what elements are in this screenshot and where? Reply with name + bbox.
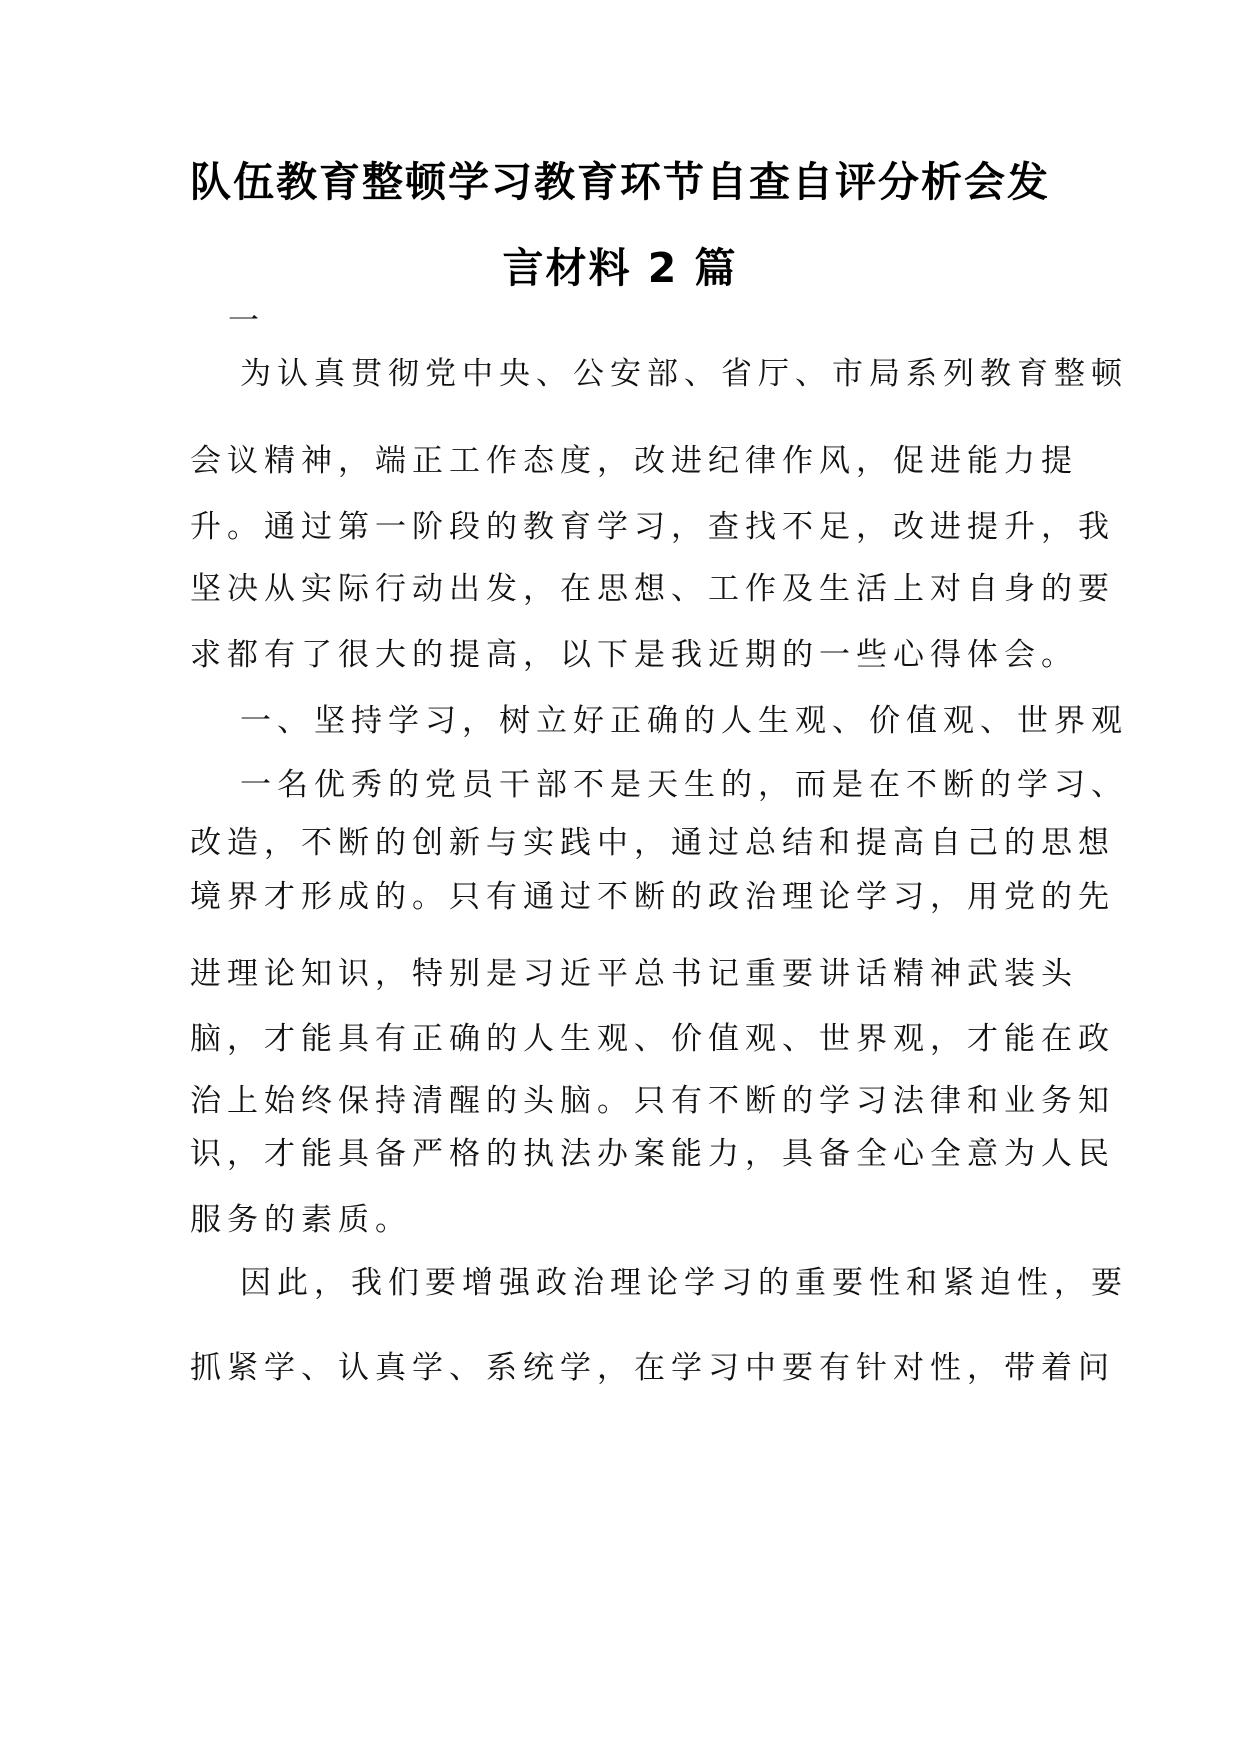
body-line: 坚决从实际行动出发，在思想、工作及生活上对自身的要 — [190, 571, 1115, 607]
document-title-line-1: 队伍教育整顿学习教育环节自查自评分析会发 — [190, 158, 1050, 206]
body-line: 进理论知识，特别是习近平总书记重要讲话精神武装头 — [190, 956, 1078, 992]
body-line: 境界才形成的。只有通过不断的政治理论学习，用党的先 — [190, 879, 1115, 915]
body-line: 治上始终保持清醒的头脑。只有不断的学习法律和业务知 — [190, 1083, 1115, 1119]
body-line: 识，才能具备严格的执法办案能力，具备全心全意为人民 — [190, 1136, 1115, 1172]
body-line: 改造，不断的创新与实践中，通过总结和提高自己的思想 — [190, 825, 1115, 861]
body-line: 因此，我们要增强政治理论学习的重要性和紧迫性，要 — [240, 1265, 1128, 1301]
body-line: 为认真贯彻党中央、公安部、省厅、市局系列教育整顿 — [240, 356, 1128, 392]
body-line: 求都有了很大的提高，以下是我近期的一些心得体会。 — [190, 637, 1078, 673]
body-line: 一名优秀的党员干部不是天生的，而是在不断的学习、 — [240, 767, 1128, 803]
section-heading: 一、坚持学习，树立好正确的人生观、价值观、世界观 — [240, 703, 1128, 739]
body-line: 抓紧学、认真学、系统学，在学习中要有针对性，带着问 — [190, 1350, 1115, 1386]
section-number: 一 — [228, 303, 265, 339]
body-line: 会议精神，端正工作态度，改进纪律作风，促进能力提 — [190, 443, 1078, 479]
document-title-line-2: 言材料 2 篇 — [502, 244, 738, 292]
body-line: 脑，才能具有正确的人生观、价值观、世界观，才能在政 — [190, 1021, 1115, 1057]
body-line: 服务的素质。 — [190, 1202, 412, 1238]
body-line: 升。通过第一阶段的教育学习，查找不足，改进提升，我 — [190, 509, 1115, 545]
